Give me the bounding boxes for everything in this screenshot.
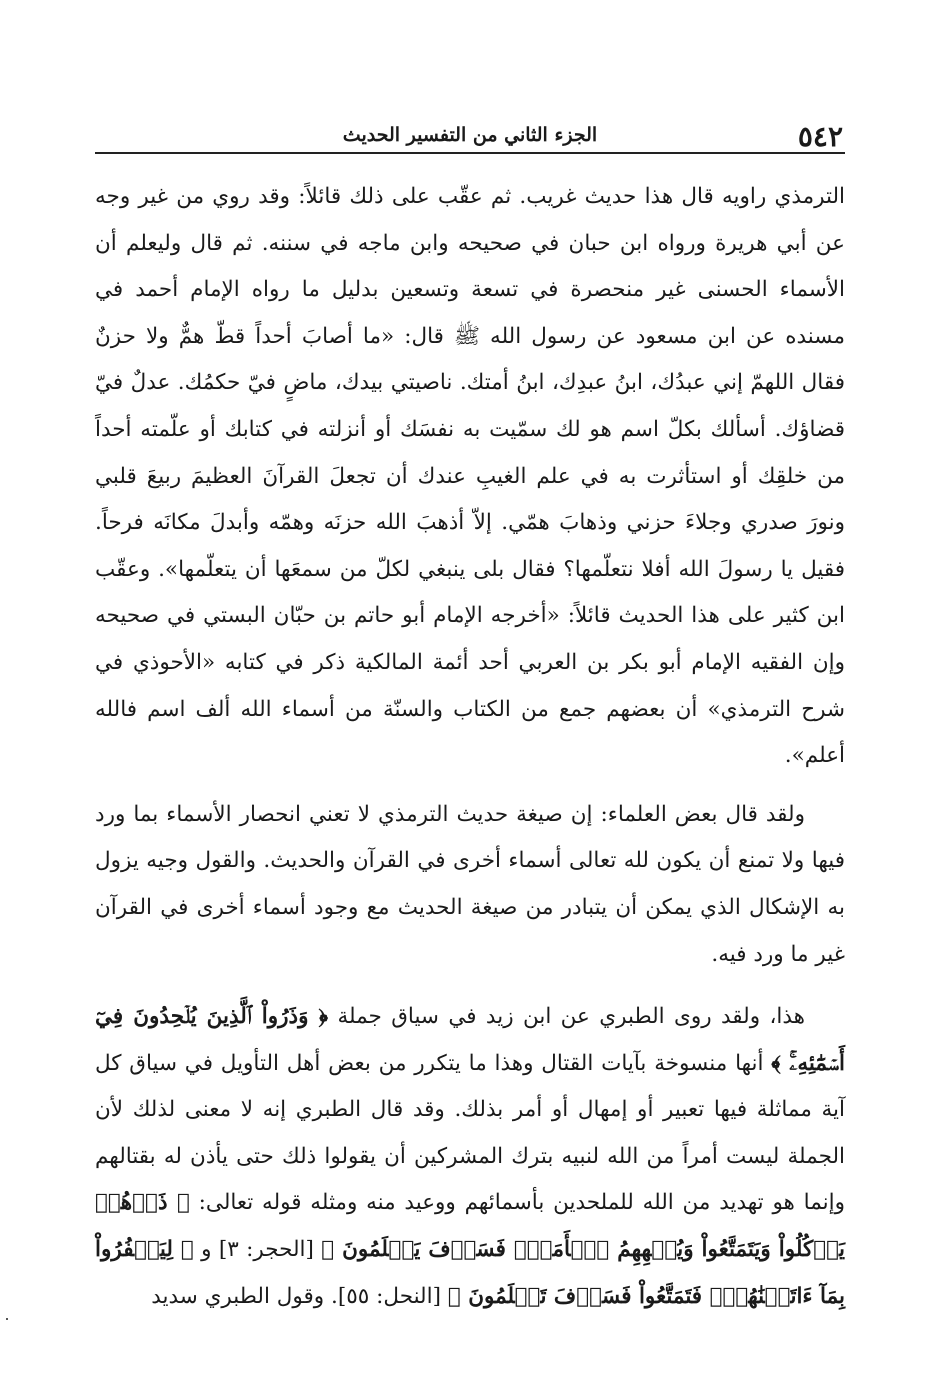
page-number: ٥٤٢ (797, 120, 843, 153)
book-page (95, 118, 845, 1320)
quran-verse-araf: ﴿ وَذَرُواْ ٱلَّذِينَ يُلۡحِدُونَ فِيٓ أَسۡمَٰٓئِهِۦۚ ﴾ (95, 1004, 845, 1076)
tabari-text-1: هذا، ولقد روى الطبري عن ابن زيد في سياق جملة (337, 1004, 806, 1030)
page-header (95, 118, 845, 154)
paragraph-hadith: الترمذي راويه قال هذا حديث غريب. ثم عقّب على ذلك قائلاً: وقد روي من غير وجه عن أبي هريرة ورواه ابن حبان في صحيحه وابن ماجه في سننه. ثم قال وليعلم أن الأسماء الحسنى غير منحصرة في تسعة وتسعين بدليل ما رواه الإمام أحمد في مسنده عن ابن مسعود عن رسول الله ﷺ قال: «ما أصابَ أحداً قطّ همٌّ ولا حزنٌ فقال اللهمّ إني عبدُك، ابنُ عبدِك، ابنُ أمتك. ناصيتي بيدك، ماضٍ فيّ حكمُك. عدلٌ فيّ قضاؤك. أسألك بكلّ اسم هو لك سمّيت به نفسَك أو أنزلته في كتابك أو علّمته أحداً من خلقِك أو استأثرت به في علم الغيبِ عندك أن تجعلَ القرآنَ العظيمَ ربيعَ قلبي ونورَ صدري وجلاءَ حزني وذهابَ همّي. إلاّ أذهبَ الله حزنَه وهمّه وأبدلَ مكانَه فرحاً. فقيل يا رسولَ الله أفلا نتعلّمها؟ فقال بلى ينبغي لكلّ من سمعَها أن يتعلّمها». وعقّب ابن كثير على هذا الحديث قائلاً: «أخرجه الإمام أبو حاتم بن حبّان البستي في صحيحه وإن الفقيه الإمام أبو بكر بن العربي أحد أئمة المالكية ذكر في كتابه «الأحوذي في شرح الترمذي» أن بعضهم جمع من الكتاب والسنّة من أسماء الله ألف اسم فالله أعلم». (95, 184, 845, 769)
tabari-text-3: [الحجر: ٣] و (201, 1237, 314, 1263)
paragraph-scholars: ولقد قال بعض العلماء: إن صيغة حديث الترمذي لا تعني انحصار الأسماء بما ورد فيها ولا تمنع أن يكون لله تعالى أسماء أخرى في القرآن والحديث. والقول وجيه يزول به الإشكال الذي يمكن أن يتبادر من صيغة الحديث مع وجود أسماء أخرى في القرآن غير ما ورد فيه. (95, 801, 845, 967)
paragraph-tabari (95, 994, 845, 1320)
scan-speck (6, 1318, 8, 1320)
tabari-text-2: أنها منسوخة بآيات القتال وهذا ما يتكرر من بعض أهل التأويل في سياق كل آية مماثلة فيها تعبير أو إمهال أو أمر بذلك. وقد قال الطبري إنه لا معنى لذلك لأن الجملة ليست أمراً من الله لنبيه بترك المشركين أن يقولوا ذلك حتى يأذن له بقتالهم وإنما هو تهديد من الله للملحدين بأسمائهم ووعيد منه ومثله قوله تعالى: (95, 1050, 845, 1216)
quran-verse-hijr: ﴿ ذَرۡهُمۡ يَأۡكُلُواْ وَيَتَمَتَّعُواْ وَيُلۡهِهِمُ ٱلۡأَمَلُۖ فَسَوۡفَ يَعۡلَمُونَ ﴾ (95, 1190, 845, 1263)
running-title: الجزء الثاني من التفسير الحديث (342, 124, 598, 146)
tabari-text-4: [النحل: ٥٥]. وقول الطبري سديد (151, 1283, 441, 1309)
quran-verse-nahl: ﴿ لِيَكۡفُرُواْ بِمَآ ءَاتَيۡنَٰهُمۡۚ فَتَمَتَّعُواْ فَسَوۡفَ تَعۡلَمُونَ ﴾ (95, 1237, 845, 1309)
page-body (95, 174, 845, 1320)
